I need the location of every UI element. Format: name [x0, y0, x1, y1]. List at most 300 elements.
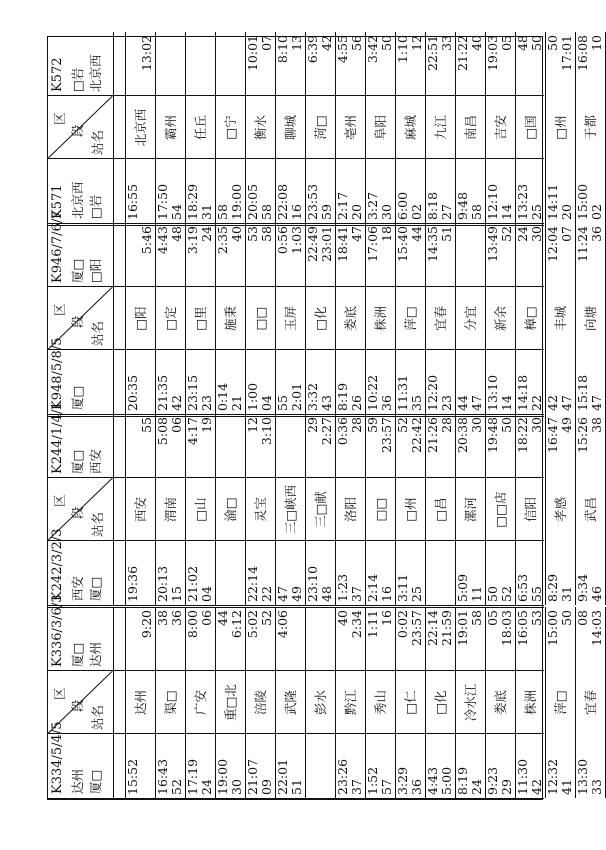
segment-label: 段 [70, 124, 85, 137]
destination-station: □阳 [88, 258, 103, 283]
time-depart: 10 [589, 35, 604, 51]
time-depart [200, 35, 214, 96]
arrival-departure-outbound [546, 350, 576, 414]
arrival-departure-return [156, 414, 186, 478]
timetable-row [456, 223, 486, 414]
timetable-row [366, 414, 396, 605]
train-number: K946/7/6/7 [50, 210, 65, 283]
time-arrive: 08 [575, 610, 590, 626]
arrival-departure-outbound [486, 734, 516, 798]
time-arrive: 18:22 [515, 417, 530, 454]
time-arrive: 22:14 [245, 565, 260, 602]
time-arrive [126, 35, 140, 96]
station-name: 彭水 [313, 690, 328, 716]
time-arrive: 9:34 [575, 573, 590, 602]
train-header-outbound [48, 159, 114, 223]
time-depart: 43 [319, 395, 334, 411]
time-arrive: 2:14 [365, 573, 380, 602]
time-depart [320, 734, 334, 795]
time-arrive [156, 35, 170, 96]
timetable-row [426, 223, 456, 414]
time-arrive: 14:35 [425, 226, 440, 263]
time-arrive: 42 [545, 395, 560, 411]
time-depart: 37 [349, 779, 364, 795]
time-depart: 54 [169, 204, 184, 220]
section-label: 区 [52, 494, 67, 507]
arrival-departure-outbound [306, 159, 336, 223]
segment-label: 段 [70, 506, 85, 519]
station-name: 信阳 [523, 497, 538, 523]
arrival-departure-return [306, 32, 336, 96]
time-depart: 48 [169, 226, 184, 242]
arrival-departure-outbound [246, 159, 276, 223]
timetable-row [516, 607, 546, 798]
timetable-row [426, 414, 456, 605]
time-depart: 55 [529, 586, 544, 602]
station-name: 娄底 [343, 306, 358, 332]
time-arrive: 17:19 [185, 758, 200, 795]
arrival-departure-outbound [246, 541, 276, 605]
time-depart: 02 [589, 204, 604, 220]
arrival-departure-outbound [276, 734, 306, 798]
time-depart: 33 [439, 35, 454, 51]
timetable-row [486, 414, 516, 605]
station-name: 麻城 [403, 115, 418, 141]
station-name: 娄底 [493, 690, 508, 716]
time-depart: 20 [349, 204, 364, 220]
station-name: 武昌 [583, 497, 598, 523]
train-number: K334/5/4/5 [50, 721, 65, 794]
station-name: 新余 [493, 306, 508, 332]
arrival-departure-return [426, 223, 456, 287]
arrival-departure-outbound [396, 541, 426, 605]
time-arrive: 12:10 [485, 183, 500, 220]
train-header-return [48, 210, 114, 287]
station-name: 孝感 [553, 497, 568, 523]
time-arrive: 29 [305, 417, 320, 433]
time-depart: 28 [439, 417, 454, 433]
time-depart: 25 [529, 204, 544, 220]
time-arrive: 8:10 [275, 35, 290, 64]
station-header [48, 287, 114, 350]
arrival-departure-return [516, 32, 546, 96]
timetable-row [276, 414, 306, 605]
origin-station: 厦□ [70, 258, 85, 283]
station-name: 宜春 [583, 690, 598, 716]
time-arrive: 0:56 [275, 226, 290, 255]
timetable-row [486, 223, 516, 414]
arrival-departure-return [246, 607, 276, 671]
time-arrive: 5:08 [155, 417, 170, 446]
time-depart: 50 [499, 417, 514, 433]
time-depart: 1:03 [289, 226, 304, 255]
time-depart [140, 350, 154, 411]
time-arrive: 3:19 [185, 226, 200, 255]
station-name: 涪陵 [253, 690, 268, 716]
time-arrive: 15:00 [575, 183, 590, 220]
arrival-departure-outbound [576, 350, 606, 414]
time-depart: 07 [559, 226, 574, 242]
arrival-departure-return [126, 607, 156, 671]
time-arrive: 1:10 [395, 35, 410, 64]
arrival-departure-return [186, 32, 216, 96]
timetable-row [396, 607, 426, 798]
time-depart: 14 [499, 395, 514, 411]
train-number: K336/3/6/3 [50, 594, 65, 667]
time-arrive: 13:30 [575, 758, 590, 795]
arrival-departure-return [156, 32, 186, 96]
time-arrive: 19:36 [125, 565, 140, 602]
time-depart: 53 [529, 610, 544, 626]
arrival-departure-outbound [456, 541, 486, 605]
time-arrive: 48 [515, 35, 530, 51]
time-arrive: 50 [545, 35, 560, 51]
origin-station: 北京西 [70, 181, 85, 219]
station-name: □国 [523, 115, 538, 140]
timetable-row [366, 607, 396, 798]
time-depart: 29 [499, 779, 514, 795]
time-arrive: 11:31 [395, 374, 410, 411]
timetable-row [186, 607, 216, 798]
arrival-departure-return [426, 32, 456, 96]
arrival-departure-outbound [486, 350, 516, 414]
timetable [47, 35, 604, 800]
time-depart [290, 417, 304, 478]
time-arrive: 8:29 [545, 573, 560, 602]
time-depart: 13 [289, 35, 304, 51]
station-name: □里 [193, 306, 208, 331]
station-name: 北京西 [133, 108, 148, 147]
arrival-departure-outbound [276, 541, 306, 605]
station-name: 西安 [133, 497, 148, 523]
arrival-departure-outbound [126, 159, 156, 223]
station-name: 渠□ [163, 690, 178, 715]
station-name: □山 [193, 497, 208, 522]
arrival-departure-outbound [306, 734, 336, 798]
arrival-departure-return [516, 607, 546, 671]
time-arrive: 8:00 [185, 610, 200, 639]
arrival-departure-return [306, 223, 336, 287]
arrival-departure-return [336, 223, 366, 287]
arrival-departure-outbound [426, 159, 456, 223]
time-depart: 55 [139, 417, 154, 433]
arrival-departure-return [426, 607, 456, 671]
station-name: 施秉 [223, 306, 238, 332]
timetable-row [456, 32, 486, 223]
timetable-row [246, 607, 276, 798]
station-name: 宜春 [433, 306, 448, 332]
arrival-departure-return [216, 32, 246, 96]
time-depart: 47 [349, 226, 364, 242]
arrival-departure-outbound [366, 734, 396, 798]
origin-station: 厦□ [70, 385, 85, 410]
time-depart: 31 [559, 586, 574, 602]
time-depart: 52 [499, 226, 514, 242]
time-arrive [216, 541, 230, 602]
time-arrive: 15:26 [575, 417, 590, 454]
arrival-departure-return [546, 223, 576, 287]
time-depart: 25 [409, 586, 424, 602]
timetable-row [516, 223, 546, 414]
time-arrive: 40 [335, 610, 350, 626]
time-arrive: 14:18 [515, 374, 530, 411]
timetable-row [156, 223, 186, 414]
arrival-departure-outbound [486, 541, 516, 605]
station-name-label: 站名 [90, 511, 105, 537]
station-name: 黔江 [343, 690, 358, 716]
timetable-row [276, 607, 306, 798]
train-number: K948/5/8/5 [50, 337, 65, 410]
timetable-row [306, 32, 336, 223]
time-depart: 24 [469, 779, 484, 795]
time-depart: 23:01 [319, 226, 334, 263]
time-depart: 58 [259, 226, 274, 242]
time-arrive: 22:08 [275, 183, 290, 220]
time-arrive: 11:24 [575, 226, 590, 263]
timetable-row [366, 223, 396, 414]
time-depart: 36 [409, 779, 424, 795]
time-arrive: 21:22 [455, 35, 470, 72]
station-name: □宁 [223, 115, 238, 140]
time-depart: 47 [559, 395, 574, 411]
station-name: □仁 [403, 690, 418, 715]
time-arrive: 23:53 [305, 183, 320, 220]
timetable-row [186, 32, 216, 223]
timetable-row [396, 414, 426, 605]
time-depart: 23 [439, 395, 454, 411]
time-arrive: 13:23 [515, 183, 530, 220]
timetable-panel [48, 32, 604, 226]
time-depart: 42 [529, 779, 544, 795]
station-name: □昌 [433, 497, 448, 522]
arrival-departure-outbound [576, 734, 606, 798]
arrival-departure-return [576, 414, 606, 478]
time-depart: 22 [529, 395, 544, 411]
timetable-row [396, 223, 426, 414]
arrival-departure-return [546, 32, 576, 96]
time-arrive: 2:17 [335, 191, 350, 220]
station-name: 吉安 [493, 115, 508, 141]
arrival-departure-return [456, 223, 486, 287]
station-name: 冷水江 [463, 683, 478, 722]
time-arrive: 1:23 [335, 573, 350, 602]
arrival-departure-outbound [516, 159, 546, 223]
train-header-outbound [48, 528, 114, 605]
time-arrive: 22:01 [275, 758, 290, 795]
time-depart: 36 [169, 610, 184, 626]
station-name: 樟□ [523, 306, 538, 331]
arrival-departure-return [546, 607, 576, 671]
timetable-row [156, 607, 186, 798]
timetable-row [576, 32, 606, 223]
arrival-departure-return [186, 223, 216, 287]
arrival-departure-outbound [426, 541, 456, 605]
arrival-departure-outbound [186, 350, 216, 414]
time-depart: 02 [409, 204, 424, 220]
time-depart: 12 [409, 35, 424, 51]
time-depart: 28 [349, 417, 364, 433]
station-name: 漯河 [463, 497, 478, 523]
time-arrive [126, 226, 140, 287]
time-depart: 56 [349, 35, 364, 51]
time-arrive: 05 [485, 610, 500, 626]
arrival-departure-outbound [216, 541, 246, 605]
train-number: K572 [50, 57, 65, 92]
station-name: 重□北 [223, 684, 238, 721]
time-arrive: 4:43 [155, 226, 170, 255]
arrival-departure-return [456, 32, 486, 96]
arrival-departure-return [246, 32, 276, 96]
station-name-label: 站名 [90, 129, 105, 155]
time-depart: 23 [199, 395, 214, 411]
station-name: 三□峡西 [283, 484, 298, 535]
time-depart: 52 [259, 610, 274, 626]
time-depart: 20 [559, 204, 574, 220]
arrival-departure-return [366, 223, 396, 287]
arrival-departure-outbound [276, 159, 306, 223]
timetable-row [156, 32, 186, 223]
arrival-departure-return [336, 414, 366, 478]
timetable-row [366, 32, 396, 223]
arrival-departure-outbound [156, 541, 186, 605]
arrival-departure-outbound [126, 350, 156, 414]
time-depart: 19:00 [229, 183, 244, 220]
station-name: 丰城 [553, 306, 568, 332]
time-depart: 21 [229, 395, 244, 411]
timetable-row [516, 414, 546, 605]
time-arrive: 1:11 [365, 610, 380, 639]
time-depart [230, 541, 244, 602]
arrival-departure-outbound [546, 734, 576, 798]
time-arrive: 3:29 [395, 766, 410, 795]
station-name: 阜阳 [373, 115, 388, 141]
arrival-departure-outbound [246, 350, 276, 414]
time-arrive: 22:51 [425, 35, 440, 72]
arrival-departure-outbound [546, 541, 576, 605]
time-arrive: 2:35 [215, 226, 230, 255]
station-name: □化 [313, 306, 328, 331]
arrival-departure-return [396, 414, 426, 478]
time-depart [290, 610, 304, 671]
station-name: 分宜 [463, 306, 478, 332]
time-depart: 26 [349, 395, 364, 411]
time-arrive: 10:01 [245, 35, 260, 72]
time-depart: 18 [379, 226, 394, 242]
arrival-departure-return [246, 223, 276, 287]
arrival-departure-return [486, 223, 516, 287]
time-arrive: 12:32 [545, 758, 560, 795]
time-arrive: 17:50 [155, 183, 170, 220]
time-depart: 42 [169, 395, 184, 411]
time-depart: 27 [439, 204, 454, 220]
time-arrive [126, 610, 140, 671]
time-depart: 51 [439, 226, 454, 242]
time-depart: 35 [409, 395, 424, 411]
arrival-departure-return [576, 607, 606, 671]
time-arrive: 12 [245, 417, 260, 433]
arrival-departure-return [486, 32, 516, 96]
time-arrive [456, 226, 470, 287]
timetable-row [216, 32, 246, 223]
timetable-row [576, 607, 606, 798]
destination-station: 厦□ [88, 769, 103, 794]
time-arrive [426, 541, 440, 602]
section-label: 区 [52, 112, 67, 125]
time-depart: 16 [379, 610, 394, 626]
time-depart: 19 [199, 417, 214, 433]
time-depart: 40 [469, 35, 484, 51]
time-depart: 22:42 [409, 417, 424, 454]
arrival-departure-return [516, 414, 546, 478]
time-depart: 58 [469, 610, 484, 626]
time-arrive: 5:09 [455, 573, 470, 602]
arrival-departure-return [366, 32, 396, 96]
time-depart: 09 [259, 779, 274, 795]
time-depart: 38 [589, 417, 604, 433]
time-arrive [276, 417, 290, 478]
time-depart: 04 [199, 586, 214, 602]
arrival-departure-outbound [156, 159, 186, 223]
arrival-departure-return [546, 414, 576, 478]
section-label: 区 [52, 687, 67, 700]
destination-station: 西安 [88, 448, 103, 474]
time-depart: 47 [589, 395, 604, 411]
time-arrive: 4:43 [425, 766, 440, 795]
arrival-departure-return [186, 414, 216, 478]
station-name: □化 [433, 690, 448, 715]
station-header [48, 478, 114, 541]
time-arrive: 19:01 [455, 610, 470, 647]
time-arrive: 20:05 [245, 183, 260, 220]
time-depart: 15 [169, 586, 184, 602]
timetable-row [336, 223, 366, 414]
timetable-row [126, 223, 156, 414]
time-arrive: 14:11 [545, 183, 560, 220]
time-arrive: 59 [365, 417, 380, 433]
time-depart: 30 [379, 204, 394, 220]
time-depart: 30 [229, 779, 244, 795]
time-arrive: 4:55 [335, 35, 350, 64]
arrival-departure-outbound [336, 541, 366, 605]
station-name: 于都 [583, 115, 598, 141]
time-arrive: 15:00 [545, 610, 560, 647]
arrival-departure-outbound [186, 541, 216, 605]
station-name: 灵宝 [253, 497, 268, 523]
origin-station: □岩 [70, 67, 85, 92]
destination-station: □岩 [88, 194, 103, 219]
origin-station: 厦□ [70, 449, 85, 474]
time-arrive: 10:22 [365, 374, 380, 411]
time-arrive [216, 35, 230, 96]
time-depart: 50 [559, 610, 574, 626]
origin-station: 达州 [70, 768, 85, 794]
time-arrive [216, 417, 230, 478]
time-arrive: 44 [455, 395, 470, 411]
section-label: 区 [52, 303, 67, 316]
station-name: 秀山 [373, 690, 388, 716]
timetable-row [276, 32, 306, 223]
arrival-departure-outbound [396, 159, 426, 223]
time-arrive: 15:40 [395, 226, 410, 263]
timetable-row [246, 223, 276, 414]
arrival-departure-outbound [306, 350, 336, 414]
timetable-row [546, 223, 576, 414]
time-arrive: 17:06 [365, 226, 380, 263]
time-depart: 33 [589, 779, 604, 795]
time-depart: 48 [319, 586, 334, 602]
time-arrive: 3:42 [365, 35, 380, 64]
time-arrive: 3:11 [395, 573, 410, 602]
